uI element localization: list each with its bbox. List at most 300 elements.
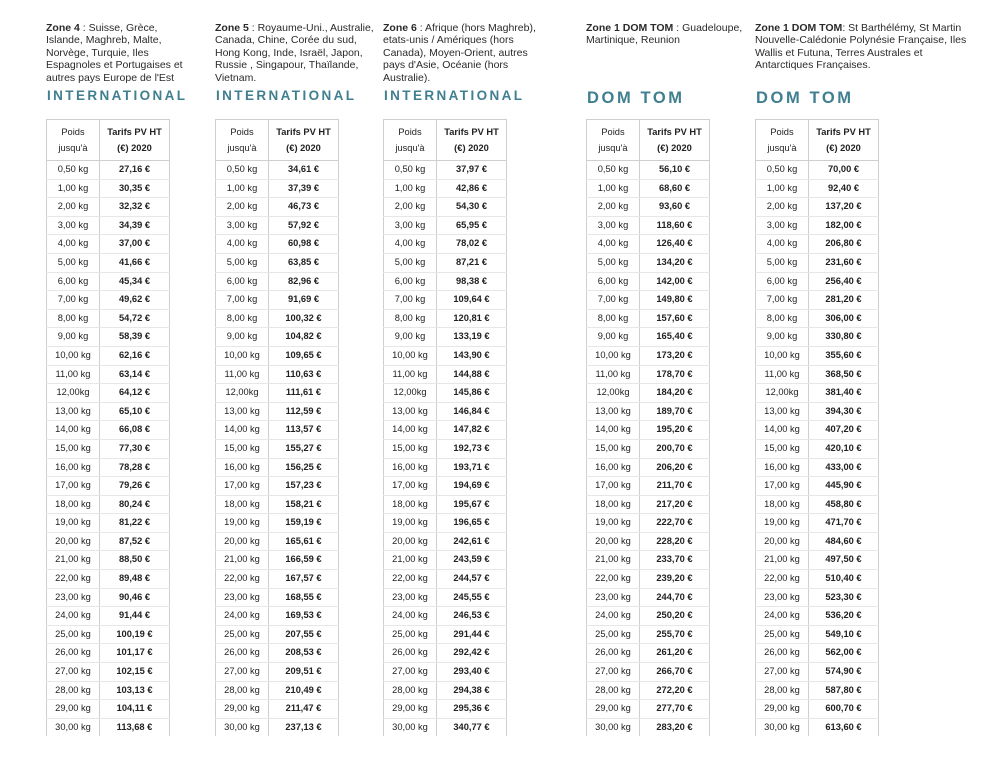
price-cell: 165,40 € bbox=[640, 328, 710, 347]
weight-cell: 9,00 kg bbox=[384, 328, 437, 347]
price-cell: 142,00 € bbox=[640, 272, 710, 291]
table-row bbox=[47, 365, 170, 384]
table-row bbox=[47, 421, 170, 440]
zone-description bbox=[383, 22, 541, 84]
weight-cell: 1,00 kg bbox=[47, 179, 100, 198]
price-cell: 70,00 € bbox=[809, 161, 879, 180]
table-row bbox=[384, 291, 507, 310]
weight-cell: 27,00 kg bbox=[216, 663, 269, 682]
table-row bbox=[756, 625, 879, 644]
price-cell: 368,50 € bbox=[809, 365, 879, 384]
price-cell: 167,57 € bbox=[269, 570, 339, 589]
weight-cell: 30,00 kg bbox=[216, 718, 269, 736]
zone-description bbox=[586, 22, 748, 47]
table-row bbox=[587, 588, 710, 607]
weight-cell: 16,00 kg bbox=[216, 458, 269, 477]
weight-cell: 0,50 kg bbox=[47, 161, 100, 180]
price-cell: 306,00 € bbox=[809, 309, 879, 328]
zone-description bbox=[215, 22, 378, 84]
table-row bbox=[47, 402, 170, 421]
weight-cell: 28,00 kg bbox=[384, 681, 437, 700]
table-row bbox=[47, 495, 170, 514]
price-cell: 613,60 € bbox=[825, 721, 862, 732]
price-cell: 90,46 € bbox=[100, 588, 170, 607]
price-cell: 103,13 € bbox=[100, 681, 170, 700]
weight-cell: 25,00 kg bbox=[384, 625, 437, 644]
weight-cell: 14,00 kg bbox=[47, 421, 100, 440]
table-row bbox=[756, 272, 879, 291]
price-cell: 112,59 € bbox=[269, 402, 339, 421]
table-row bbox=[216, 253, 339, 272]
price-cell: 77,30 € bbox=[100, 439, 170, 458]
weight-cell: 28,00 kg bbox=[216, 681, 269, 700]
weight-cell: 27,00 kg bbox=[47, 663, 100, 682]
weight-cell: 24,00 kg bbox=[587, 607, 640, 626]
price-cell: 157,23 € bbox=[269, 477, 339, 496]
price-cell: 49,62 € bbox=[100, 291, 170, 310]
weight-cell: 8,00 kg bbox=[216, 309, 269, 328]
weight-cell: 6,00 kg bbox=[216, 272, 269, 291]
price-cell: 433,00 € bbox=[809, 458, 879, 477]
table-row bbox=[216, 718, 339, 736]
price-cell: 237,13 € bbox=[285, 721, 322, 732]
table-row bbox=[47, 179, 170, 198]
table-row bbox=[47, 235, 170, 254]
table-row bbox=[587, 198, 710, 217]
price-cell: 41,66 € bbox=[100, 253, 170, 272]
table-header-row bbox=[756, 120, 879, 161]
table-row bbox=[384, 216, 507, 235]
weight-cell: 9,00 kg bbox=[47, 328, 100, 347]
table-row bbox=[384, 179, 507, 198]
table-row bbox=[47, 439, 170, 458]
weight-cell: 3,00 kg bbox=[384, 216, 437, 235]
weight-cell: 7,00 kg bbox=[587, 291, 640, 310]
weight-cell: 14,00 kg bbox=[756, 421, 809, 440]
table-row bbox=[216, 272, 339, 291]
zone-countries: : Suisse, Grèce, Islande, Maghreb, Malte, Norvège, Turquie, Iles Espagnoles et Portugaises et autres pays Europe de l'Est bbox=[46, 22, 183, 84]
weight-cell: 27,00 kg bbox=[756, 663, 809, 682]
table-row bbox=[384, 477, 507, 496]
table-row bbox=[47, 681, 170, 700]
price-cell: 178,70 € bbox=[640, 365, 710, 384]
price-cell: 195,20 € bbox=[640, 421, 710, 440]
table-row bbox=[384, 532, 507, 551]
price-cell: 34,61 € bbox=[269, 161, 339, 180]
zone-heading: INTERNATIONAL bbox=[384, 88, 525, 103]
weight-cell: 28,00 kg bbox=[587, 681, 640, 700]
rate-table bbox=[755, 119, 879, 736]
table-row bbox=[587, 216, 710, 235]
price-cell: 195,67 € bbox=[437, 495, 507, 514]
table-row bbox=[47, 514, 170, 533]
weight-cell: 8,00 kg bbox=[384, 309, 437, 328]
table-row bbox=[756, 681, 879, 700]
weight-cell: 13,00 kg bbox=[384, 402, 437, 421]
table-row bbox=[587, 421, 710, 440]
price-column-header: Tarifs PV HT (€) 2020 bbox=[640, 120, 710, 161]
price-cell: 109,64 € bbox=[437, 291, 507, 310]
price-cell: 91,44 € bbox=[100, 607, 170, 626]
table-row bbox=[216, 607, 339, 626]
price-cell: 118,60 € bbox=[640, 216, 710, 235]
weight-cell: 17,00 kg bbox=[384, 477, 437, 496]
price-cell: 102,15 € bbox=[100, 663, 170, 682]
table-row bbox=[384, 625, 507, 644]
table-row bbox=[47, 384, 170, 403]
table-header-row bbox=[384, 120, 507, 161]
price-cell: 37,39 € bbox=[269, 179, 339, 198]
price-cell: 600,70 € bbox=[809, 700, 879, 719]
table-row bbox=[47, 477, 170, 496]
price-cell: 54,72 € bbox=[100, 309, 170, 328]
weight-cell: 4,00 kg bbox=[216, 235, 269, 254]
table-row bbox=[587, 718, 710, 736]
price-cell: 536,20 € bbox=[809, 607, 879, 626]
table-row bbox=[587, 495, 710, 514]
table-row bbox=[384, 514, 507, 533]
price-cell: 27,16 € bbox=[100, 161, 170, 180]
weight-cell: 14,00 kg bbox=[216, 421, 269, 440]
price-cell: 104,82 € bbox=[269, 328, 339, 347]
price-cell: 63,85 € bbox=[269, 253, 339, 272]
price-cell: 42,86 € bbox=[437, 179, 507, 198]
price-cell: 65,10 € bbox=[100, 402, 170, 421]
weight-cell: 30,00 kg bbox=[47, 718, 100, 736]
weight-cell: 12,00kg bbox=[47, 384, 100, 403]
weight-cell: 19,00 kg bbox=[587, 514, 640, 533]
price-cell: 523,30 € bbox=[809, 588, 879, 607]
weight-cell: 18,00 kg bbox=[47, 495, 100, 514]
price-cell: 173,20 € bbox=[640, 346, 710, 365]
table-row bbox=[384, 272, 507, 291]
weight-cell: 12,00kg bbox=[756, 384, 809, 403]
price-cell: 147,82 € bbox=[437, 421, 507, 440]
table-row bbox=[216, 198, 339, 217]
table-row bbox=[47, 644, 170, 663]
table-row bbox=[216, 551, 339, 570]
price-cell: 165,61 € bbox=[269, 532, 339, 551]
table-row bbox=[587, 663, 710, 682]
table-row bbox=[587, 291, 710, 310]
price-cell: 211,70 € bbox=[640, 477, 710, 496]
price-cell: 168,55 € bbox=[269, 588, 339, 607]
price-cell: 158,21 € bbox=[269, 495, 339, 514]
table-row bbox=[587, 384, 710, 403]
weight-cell: 0,50 kg bbox=[756, 161, 809, 180]
weight-cell: 17,00 kg bbox=[47, 477, 100, 496]
weight-cell: 29,00 kg bbox=[216, 700, 269, 719]
weight-cell: 0,50 kg bbox=[384, 161, 437, 180]
weight-cell: 22,00 kg bbox=[47, 570, 100, 589]
weight-cell: 17,00 kg bbox=[756, 477, 809, 496]
weight-cell: 18,00 kg bbox=[756, 495, 809, 514]
price-cell: 166,59 € bbox=[269, 551, 339, 570]
weight-cell: 29,00 kg bbox=[587, 700, 640, 719]
weight-cell: 28,00 kg bbox=[756, 681, 809, 700]
price-cell: 64,12 € bbox=[100, 384, 170, 403]
zone-name: Zone 6 bbox=[383, 22, 417, 34]
table-row bbox=[216, 458, 339, 477]
price-cell: 156,25 € bbox=[269, 458, 339, 477]
table-row bbox=[47, 551, 170, 570]
weight-column-header: Poids jusqu'à bbox=[384, 120, 437, 161]
table-row bbox=[756, 216, 879, 235]
weight-cell: 5,00 kg bbox=[587, 253, 640, 272]
price-cell: 233,70 € bbox=[640, 551, 710, 570]
weight-cell: 2,00 kg bbox=[47, 198, 100, 217]
price-cell: 37,00 € bbox=[100, 235, 170, 254]
weight-cell: 21,00 kg bbox=[756, 551, 809, 570]
table-row bbox=[216, 588, 339, 607]
weight-cell: 23,00 kg bbox=[587, 588, 640, 607]
table-row bbox=[384, 235, 507, 254]
weight-cell: 10,00 kg bbox=[587, 346, 640, 365]
weight-cell: 17,00 kg bbox=[216, 477, 269, 496]
table-row bbox=[587, 346, 710, 365]
weight-cell: 9,00 kg bbox=[756, 328, 809, 347]
price-cell: 109,65 € bbox=[269, 346, 339, 365]
weight-cell: 29,00 kg bbox=[756, 700, 809, 719]
table-row bbox=[216, 477, 339, 496]
weight-cell: 5,00 kg bbox=[216, 253, 269, 272]
table-row bbox=[756, 570, 879, 589]
zone-heading: INTERNATIONAL bbox=[47, 88, 188, 103]
price-cell: 137,20 € bbox=[809, 198, 879, 217]
zone-countries: : Afrique (hors Maghreb), etats-unis / Amériques (hors Canada), Moyen-Orient, autres pays d'Asie, Océanie (hors Australie). bbox=[383, 22, 536, 84]
table-row bbox=[756, 644, 879, 663]
price-cell: 62,16 € bbox=[100, 346, 170, 365]
price-cell: 283,20 € bbox=[656, 721, 693, 732]
table-row bbox=[756, 718, 879, 736]
price-cell: 510,40 € bbox=[809, 570, 879, 589]
table-row bbox=[384, 551, 507, 570]
weight-cell: 13,00 kg bbox=[47, 402, 100, 421]
price-cell: 101,17 € bbox=[100, 644, 170, 663]
weight-cell: 3,00 kg bbox=[756, 216, 809, 235]
price-cell: 228,20 € bbox=[640, 532, 710, 551]
table-row bbox=[216, 235, 339, 254]
price-column-header: Tarifs PV HT (€) 2020 bbox=[100, 120, 170, 161]
table-row bbox=[587, 328, 710, 347]
weight-cell: 5,00 kg bbox=[47, 253, 100, 272]
price-cell: 471,70 € bbox=[809, 514, 879, 533]
table-row bbox=[756, 421, 879, 440]
price-column-header: Tarifs PV HT (€) 2020 bbox=[437, 120, 507, 161]
table-row bbox=[587, 235, 710, 254]
weight-cell: 6,00 kg bbox=[587, 272, 640, 291]
weight-cell: 22,00 kg bbox=[384, 570, 437, 589]
table-row bbox=[384, 607, 507, 626]
table-row bbox=[587, 570, 710, 589]
table-row bbox=[216, 328, 339, 347]
table-row bbox=[756, 365, 879, 384]
weight-cell: 25,00 kg bbox=[47, 625, 100, 644]
weight-cell: 27,00 kg bbox=[384, 663, 437, 682]
table-row bbox=[47, 532, 170, 551]
table-row bbox=[47, 216, 170, 235]
weight-cell: 12,00kg bbox=[587, 384, 640, 403]
price-cell: 79,26 € bbox=[100, 477, 170, 496]
weight-cell: 24,00 kg bbox=[756, 607, 809, 626]
weight-cell: 8,00 kg bbox=[47, 309, 100, 328]
table-row bbox=[216, 495, 339, 514]
price-cell: 497,50 € bbox=[809, 551, 879, 570]
table-row bbox=[47, 291, 170, 310]
zone-heading: DOM TOM bbox=[756, 89, 854, 107]
weight-cell: 20,00 kg bbox=[587, 532, 640, 551]
weight-cell: 16,00 kg bbox=[587, 458, 640, 477]
table-row bbox=[47, 700, 170, 719]
weight-cell: 12,00kg bbox=[384, 384, 437, 403]
price-cell: 63,14 € bbox=[100, 365, 170, 384]
table-row bbox=[756, 588, 879, 607]
price-cell: 34,39 € bbox=[100, 216, 170, 235]
price-column-header: Tarifs PV HT (€) 2020 bbox=[269, 120, 339, 161]
table-row bbox=[216, 291, 339, 310]
table-row bbox=[756, 439, 879, 458]
weight-cell: 1,00 kg bbox=[756, 179, 809, 198]
price-cell: 243,59 € bbox=[437, 551, 507, 570]
table-row bbox=[384, 700, 507, 719]
price-cell: 155,27 € bbox=[269, 439, 339, 458]
price-cell: 206,80 € bbox=[809, 235, 879, 254]
table-row bbox=[47, 458, 170, 477]
table-row bbox=[384, 161, 507, 180]
weight-cell: 0,50 kg bbox=[587, 161, 640, 180]
price-cell: 200,70 € bbox=[640, 439, 710, 458]
price-cell: 98,38 € bbox=[437, 272, 507, 291]
table-row bbox=[587, 681, 710, 700]
price-cell: 110,63 € bbox=[269, 365, 339, 384]
table-row bbox=[216, 439, 339, 458]
price-cell: 58,39 € bbox=[100, 328, 170, 347]
table-row bbox=[384, 346, 507, 365]
weight-cell: 17,00 kg bbox=[587, 477, 640, 496]
weight-cell: 11,00 kg bbox=[587, 365, 640, 384]
price-cell: 134,20 € bbox=[640, 253, 710, 272]
weight-cell: 18,00 kg bbox=[587, 495, 640, 514]
price-cell: 92,40 € bbox=[809, 179, 879, 198]
table-row bbox=[587, 365, 710, 384]
price-cell: 281,20 € bbox=[809, 291, 879, 310]
price-cell: 211,47 € bbox=[269, 700, 339, 719]
table-row bbox=[384, 365, 507, 384]
weight-column-header: Poids jusqu'à bbox=[216, 120, 269, 161]
weight-cell: 4,00 kg bbox=[47, 235, 100, 254]
zone-name: Zone 1 DOM TOM bbox=[586, 22, 674, 34]
weight-cell: 23,00 kg bbox=[216, 588, 269, 607]
table-row bbox=[216, 421, 339, 440]
price-cell: 407,20 € bbox=[809, 421, 879, 440]
table-row bbox=[587, 700, 710, 719]
price-cell: 208,53 € bbox=[269, 644, 339, 663]
table-header-row bbox=[47, 120, 170, 161]
weight-cell: 19,00 kg bbox=[384, 514, 437, 533]
zone-name: Zone 4 bbox=[46, 22, 80, 34]
table-row bbox=[587, 458, 710, 477]
weight-cell: 18,00 kg bbox=[216, 495, 269, 514]
price-cell: 126,40 € bbox=[640, 235, 710, 254]
table-row bbox=[384, 309, 507, 328]
weight-cell: 29,00 kg bbox=[384, 700, 437, 719]
weight-cell: 29,00 kg bbox=[47, 700, 100, 719]
table-row bbox=[384, 384, 507, 403]
table-row bbox=[384, 570, 507, 589]
weight-cell: 15,00 kg bbox=[587, 439, 640, 458]
zone-description bbox=[46, 22, 196, 84]
price-cell: 89,48 € bbox=[100, 570, 170, 589]
weight-cell: 16,00 kg bbox=[756, 458, 809, 477]
price-cell: 293,40 € bbox=[437, 663, 507, 682]
table-row bbox=[384, 328, 507, 347]
weight-cell: 4,00 kg bbox=[756, 235, 809, 254]
weight-cell: 1,00 kg bbox=[587, 179, 640, 198]
price-cell: 292,42 € bbox=[437, 644, 507, 663]
weight-cell: 7,00 kg bbox=[756, 291, 809, 310]
price-cell: 144,88 € bbox=[437, 365, 507, 384]
weight-cell: 11,00 kg bbox=[216, 365, 269, 384]
weight-cell: 15,00 kg bbox=[47, 439, 100, 458]
price-cell: 91,69 € bbox=[269, 291, 339, 310]
price-cell: 217,20 € bbox=[640, 495, 710, 514]
price-cell: 193,71 € bbox=[437, 458, 507, 477]
price-cell: 93,60 € bbox=[640, 198, 710, 217]
price-cell: 30,35 € bbox=[100, 179, 170, 198]
weight-cell: 1,00 kg bbox=[216, 179, 269, 198]
weight-cell: 13,00 kg bbox=[587, 402, 640, 421]
table-row bbox=[47, 161, 170, 180]
price-cell: 294,38 € bbox=[437, 681, 507, 700]
weight-cell: 24,00 kg bbox=[47, 607, 100, 626]
weight-cell: 12,00kg bbox=[216, 384, 269, 403]
table-row bbox=[587, 551, 710, 570]
weight-column-header: Poids jusqu'à bbox=[756, 120, 809, 161]
table-row bbox=[587, 402, 710, 421]
table-row bbox=[756, 161, 879, 180]
price-cell: 574,90 € bbox=[809, 663, 879, 682]
weight-cell: 20,00 kg bbox=[47, 532, 100, 551]
price-cell: 111,61 € bbox=[269, 384, 339, 403]
weight-cell: 9,00 kg bbox=[216, 328, 269, 347]
zone-name: Zone 5 bbox=[215, 22, 249, 34]
weight-cell: 3,00 kg bbox=[216, 216, 269, 235]
weight-cell: 14,00 kg bbox=[587, 421, 640, 440]
weight-cell: 6,00 kg bbox=[47, 272, 100, 291]
price-cell: 113,68 € bbox=[116, 721, 153, 732]
price-cell: 145,86 € bbox=[437, 384, 507, 403]
weight-cell: 21,00 kg bbox=[384, 551, 437, 570]
table-row bbox=[756, 663, 879, 682]
price-cell: 549,10 € bbox=[809, 625, 879, 644]
price-cell: 246,53 € bbox=[437, 607, 507, 626]
price-cell: 81,22 € bbox=[100, 514, 170, 533]
table-row bbox=[587, 607, 710, 626]
weight-cell: 15,00 kg bbox=[384, 439, 437, 458]
weight-cell: 25,00 kg bbox=[756, 625, 809, 644]
table-row bbox=[756, 346, 879, 365]
weight-cell: 4,00 kg bbox=[587, 235, 640, 254]
price-cell: 57,92 € bbox=[269, 216, 339, 235]
price-cell: 60,98 € bbox=[269, 235, 339, 254]
table-row bbox=[384, 253, 507, 272]
price-cell: 381,40 € bbox=[809, 384, 879, 403]
price-cell: 194,69 € bbox=[437, 477, 507, 496]
weight-cell: 15,00 kg bbox=[216, 439, 269, 458]
weight-cell: 30,00 kg bbox=[587, 718, 640, 736]
weight-cell: 9,00 kg bbox=[587, 328, 640, 347]
price-cell: 239,20 € bbox=[640, 570, 710, 589]
